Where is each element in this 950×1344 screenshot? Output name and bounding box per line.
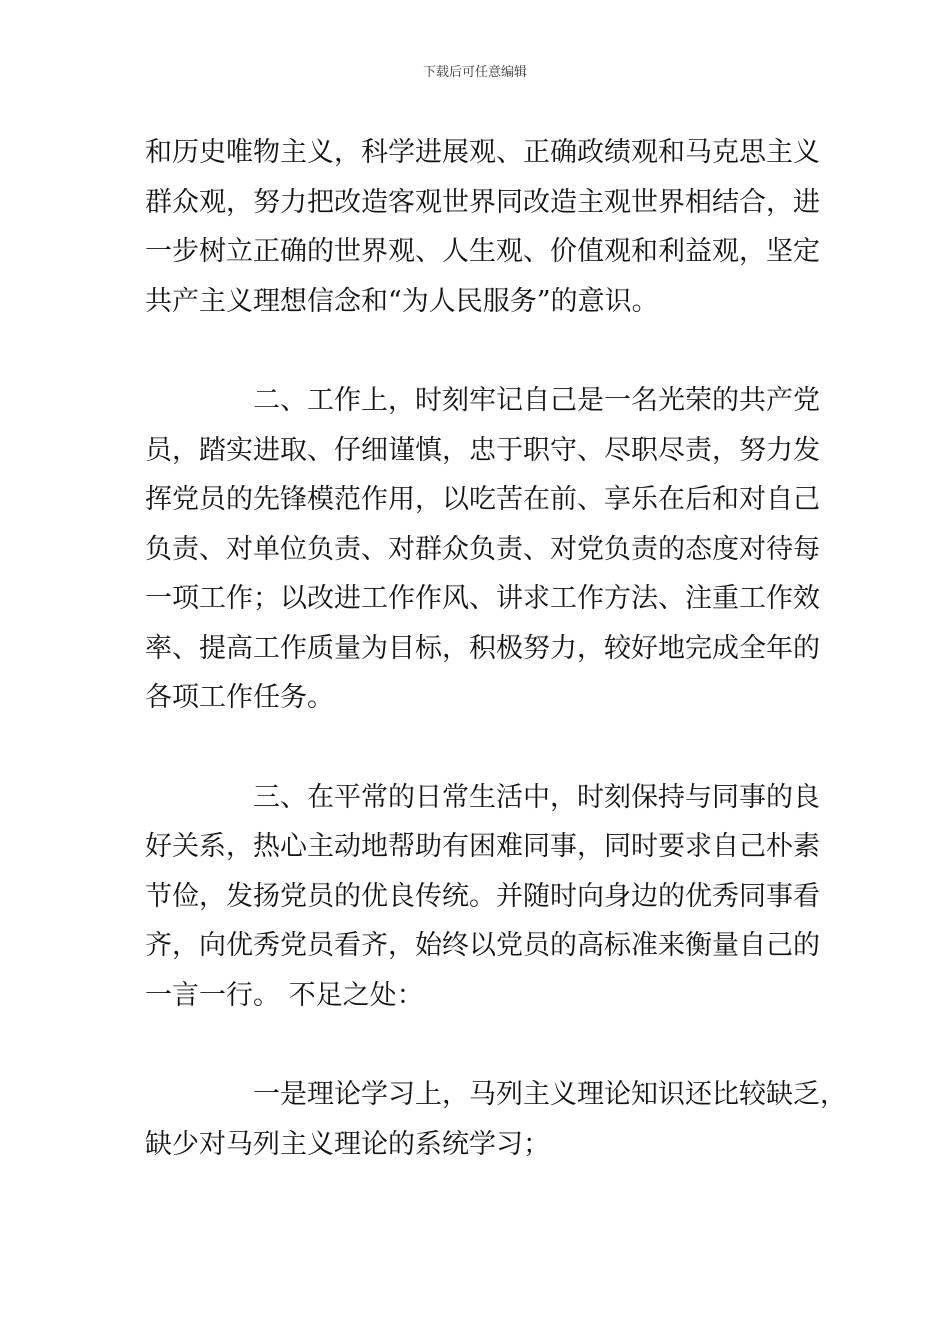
- paragraph-line: 好关系，热心主动地帮助有困难同事，同时要求自己朴素: [145, 831, 820, 862]
- paragraph-line: 率、提高工作质量为目标，积极努力，较好地完成全年的: [145, 632, 820, 664]
- paragraph-spacer: [145, 723, 815, 773]
- paragraph-line: 三、在平常的日常生活中，时刻保持与同事的良: [253, 781, 820, 813]
- paragraph-spacer: [145, 1020, 815, 1070]
- paragraph-line: 齐，向优秀党员看齐，始终以党员的高标准来衡量自己的: [145, 930, 820, 961]
- paragraph-2: [145, 376, 820, 723]
- paragraph-line: 共产主义理想信念和“为人民服务”的意识。: [145, 285, 659, 317]
- paragraph-spacer: [145, 326, 815, 376]
- paragraph-line: 一言一行。 不足之处：: [145, 979, 424, 1011]
- paragraph-line: 节俭，发扬党员的优良传统。并随时向身边的优秀同事看: [145, 880, 820, 912]
- paragraph-line: 缺少对马列主义理论的系统学习；: [145, 1128, 550, 1160]
- paragraph-line: 二、工作上，时刻牢记自己是一名光荣的共产党: [253, 385, 820, 416]
- paragraph-line: 各项工作任务。: [145, 682, 334, 713]
- paragraph-3: [145, 773, 820, 1021]
- paragraph-line: 挥党员的先锋模范作用，以吃苦在前、享乐在后和对自己: [145, 484, 820, 515]
- paragraph-1: [145, 128, 820, 326]
- document-body: [145, 128, 847, 1169]
- paragraph-line: 一是理论学习上，马列主义理论知识还比较缺乏，: [253, 1079, 847, 1110]
- paragraph-line: 和历史唯物主义，科学进展观、正确政绩观和马克思主义: [145, 137, 820, 168]
- paragraph-4: [145, 1070, 847, 1169]
- paragraph-line: 一步树立正确的世界观、人生观、价值观和利益观，坚定: [145, 236, 820, 267]
- page-header: 下载后可任意编辑: [422, 65, 527, 80]
- paragraph-line: 员，踏实进取、仔细谨慎，忠于职守、尽职尽责，努力发: [145, 434, 820, 466]
- paragraph-line: 负责、对单位负责、对群众负责、对党负责的态度对待每: [145, 533, 820, 565]
- paragraph-line: 一项工作；以改进工作作风、讲求工作方法、注重工作效: [145, 583, 820, 614]
- paragraph-line: 群众观，努力把改造客观世界同改造主观世界相结合，进: [145, 186, 820, 218]
